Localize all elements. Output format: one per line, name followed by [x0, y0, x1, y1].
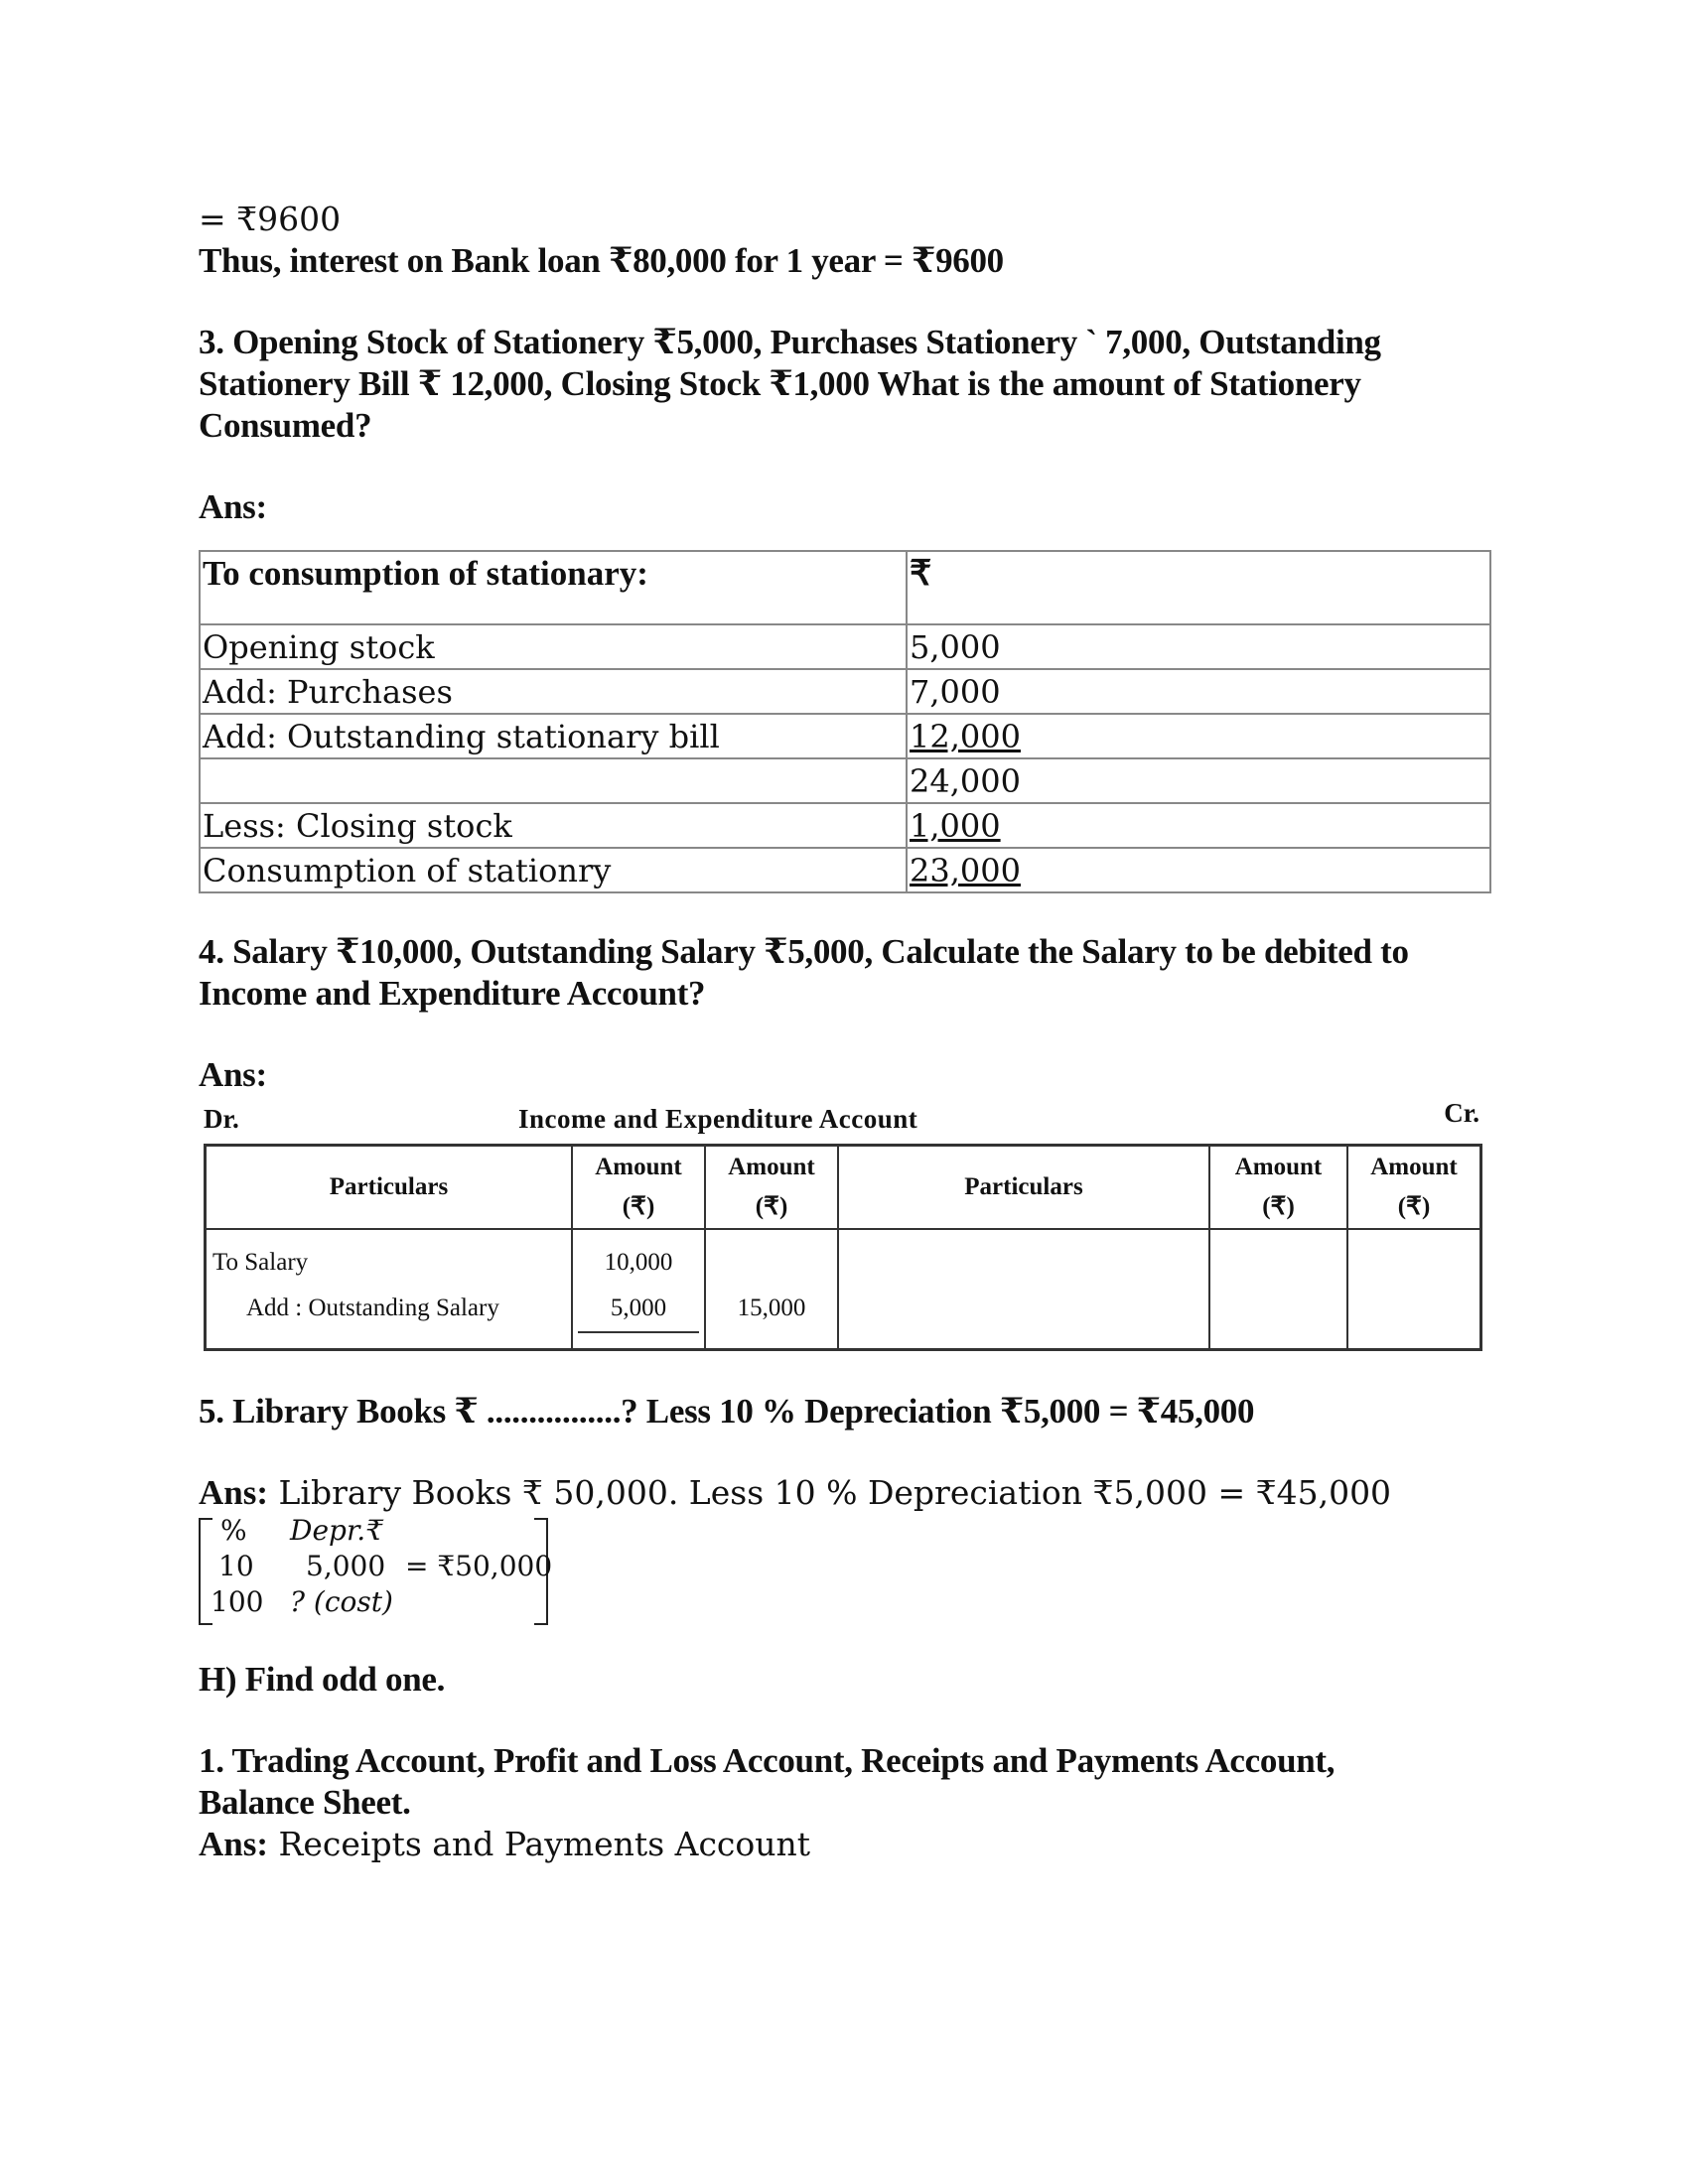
matrix-cell: = ₹50,000 — [405, 1550, 553, 1582]
row-value: 1,000 — [907, 803, 1490, 848]
result-line: = ₹9600 — [199, 200, 342, 238]
empty-cell — [1347, 1229, 1481, 1350]
row-label: Opening stock — [200, 624, 907, 669]
row-label: Add: Purchases — [200, 669, 907, 714]
amount-total: 15,000 — [737, 1295, 806, 1321]
row-label: Add: Outstanding stationary bill — [200, 714, 907, 758]
matrix-cell: ? (cost) — [290, 1585, 393, 1618]
amount-salary: 10,000 — [604, 1249, 673, 1276]
table-row — [200, 714, 1490, 758]
amount-header: Amount (₹) — [1347, 1146, 1481, 1230]
empty-cell — [838, 1229, 1209, 1350]
particulars-header-right: Particulars — [838, 1146, 1209, 1230]
matrix-cell: 10 — [218, 1550, 254, 1582]
table-row — [200, 624, 1490, 669]
q5-question: 5. Library Books ₹ ................? Less 10 % Depreciation ₹5,000 = ₹45,000 — [199, 1392, 1255, 1431]
section-h-q1: 1. Trading Account, Profit and Loss Account, Receipts and Payments Account, Balance Sheet. — [199, 1741, 1336, 1822]
header-particulars: To consumption of stationary: — [200, 551, 907, 624]
table-row — [200, 758, 1490, 803]
matrix-cell: % — [220, 1514, 247, 1547]
table-row — [200, 669, 1490, 714]
account-title: Income and Expenditure Account — [518, 1104, 918, 1134]
depreciation-matrix — [199, 1514, 553, 1623]
salary-total-cell — [705, 1229, 838, 1350]
row-value: 7,000 — [907, 669, 1490, 714]
account-heading — [199, 1096, 1489, 1144]
q3-question: 3. Opening Stock of Stationery ₹5,000, Purchases Stationery ` 7,000, Outstanding Stationery Bill ₹ 12,000, Closing Stock ₹1,000 What is the amount of Stationery Consumed? — [199, 323, 1381, 445]
section-h-heading: H) Find odd one. — [199, 1660, 446, 1699]
empty-cell — [1209, 1229, 1347, 1350]
row-label: Consumption of stationry — [200, 848, 907, 892]
salary-particulars — [206, 1229, 573, 1350]
table-header-row — [200, 551, 1490, 624]
q3-ans-label: Ans: — [199, 487, 267, 526]
income-expenditure-table — [204, 1144, 1482, 1351]
particulars-header-left: Particulars — [206, 1146, 573, 1230]
q5-answer: Ans: Library Books ₹ 50,000. Less 10 % Depreciation ₹5,000 = ₹45,000 — [199, 1473, 1392, 1512]
interest-conclusion: Thus, interest on Bank loan ₹80,000 for 1 year = ₹9600 — [199, 241, 1004, 280]
document-page — [199, 199, 1489, 1865]
row-value: 24,000 — [907, 758, 1490, 803]
amount-header: Amount (₹) — [1209, 1146, 1347, 1230]
row-label — [200, 758, 907, 803]
row-value: 12,000 — [907, 714, 1490, 758]
matrix-cell: Depr.₹ — [290, 1514, 383, 1547]
table-row — [200, 803, 1490, 848]
row-value: 23,000 — [907, 848, 1490, 892]
amount-header: Amount (₹) — [705, 1146, 838, 1230]
row-value: 5,000 — [907, 624, 1490, 669]
q4-question: 4. Salary ₹10,000, Outstanding Salary ₹5,000, Calculate the Salary to be debited to Income and Expenditure Account? — [199, 932, 1409, 1013]
table-row — [200, 848, 1490, 892]
amount-outstanding: 5,000 — [578, 1286, 699, 1333]
row-label: Less: Closing stock — [200, 803, 907, 848]
salary-amounts — [572, 1229, 705, 1350]
amount-header: Amount (₹) — [572, 1146, 705, 1230]
stationery-table — [199, 550, 1491, 893]
cr-label: Cr. — [1444, 1098, 1479, 1128]
matrix-cell: 5,000 — [306, 1550, 386, 1582]
q4-ans-label: Ans: — [199, 1055, 267, 1094]
matrix-cell: 100 — [211, 1585, 264, 1618]
entry-salary: To Salary — [212, 1249, 309, 1276]
dr-label: Dr. — [204, 1104, 239, 1134]
section-h-answer: Ans: Receipts and Payments Account — [199, 1825, 811, 1863]
entry-outstanding: Add : Outstanding Salary — [246, 1295, 499, 1321]
header-rupee: ₹ — [907, 551, 1490, 624]
